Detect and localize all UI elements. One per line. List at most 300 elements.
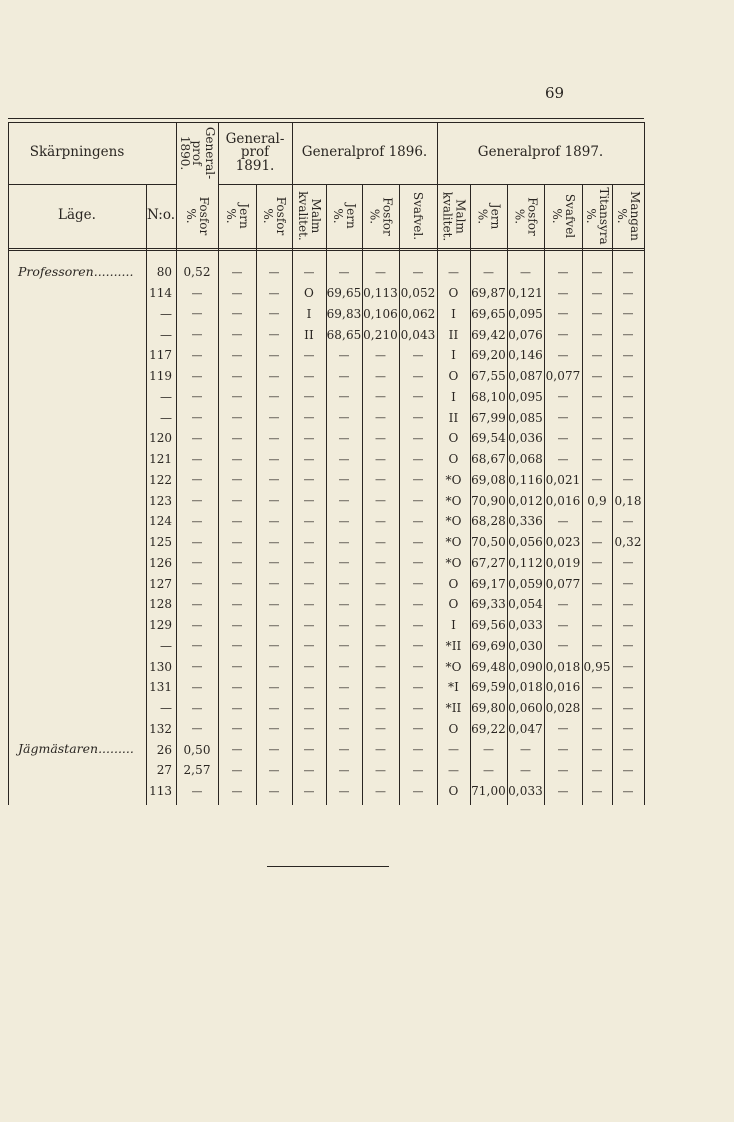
- table-cell: —: [591, 577, 603, 591]
- table-cell: —: [412, 411, 424, 425]
- row-number: 129: [149, 618, 172, 633]
- table-cell: —: [591, 701, 603, 715]
- table-cell: 0,054: [508, 597, 543, 612]
- table-cell: —: [557, 514, 569, 528]
- row-number: 26: [156, 742, 172, 757]
- table-cell: —: [268, 307, 280, 321]
- row-number: —: [160, 638, 172, 653]
- table-cell: —: [231, 577, 243, 591]
- table-cell: 0,060: [508, 701, 543, 716]
- table-cell: —: [557, 639, 569, 653]
- table-cell: 0,087: [508, 369, 543, 384]
- table-cell: —: [483, 743, 494, 757]
- table-cell: —: [591, 348, 603, 362]
- table-cell: —: [412, 639, 424, 653]
- table-cell: —: [338, 784, 350, 798]
- subheader-fosfor_1896: [362, 186, 399, 246]
- table-cell: —: [268, 514, 280, 528]
- table-cell: —: [591, 639, 603, 653]
- header-line: kvalitet.: [440, 191, 455, 241]
- table-cell: —: [338, 369, 350, 383]
- table-cell: —: [520, 265, 531, 279]
- table-cell: —: [375, 660, 386, 674]
- table-cell: —: [268, 431, 280, 445]
- place-name: Jägmästaren.........: [18, 741, 134, 757]
- table-cell: —: [303, 514, 315, 528]
- table-cell: —: [231, 494, 243, 508]
- header-line: 1890.: [177, 135, 192, 171]
- table-cell: —: [591, 411, 603, 425]
- table-cell: 0,052: [400, 286, 436, 301]
- lage-header: Läge.: [58, 207, 96, 224]
- table-cell: O: [448, 597, 459, 612]
- table-cell: —: [412, 577, 424, 591]
- table-cell: 69,22: [471, 721, 506, 736]
- table-cell: —: [231, 286, 243, 300]
- table-cell: 0,113: [363, 286, 398, 301]
- table-cell: —: [191, 660, 203, 674]
- table-cell: —: [338, 743, 350, 757]
- table-cell: —: [375, 411, 386, 425]
- table-cell: —: [268, 369, 280, 383]
- table-cell: —: [303, 639, 315, 653]
- table-cell: —: [557, 348, 569, 362]
- table-cell: —: [591, 369, 603, 383]
- table-cell: —: [412, 369, 424, 383]
- row-number: 125: [149, 535, 172, 550]
- table-cell: O: [448, 784, 459, 799]
- table-cell: —: [231, 452, 243, 466]
- table-cell: —: [591, 535, 603, 549]
- table-cell: *O: [445, 555, 462, 570]
- page-number: 69: [545, 84, 565, 102]
- table-cell: —: [591, 307, 603, 321]
- table-cell: —: [231, 328, 243, 342]
- table-cell: —: [338, 431, 350, 445]
- row-number: 117: [149, 348, 172, 363]
- table-cell: —: [191, 328, 203, 342]
- table-cell: 0,016: [545, 493, 581, 508]
- row-number: 123: [149, 493, 172, 508]
- table-cell: 69,08: [471, 472, 506, 487]
- table-cell: —: [191, 784, 203, 798]
- header-line: Malm: [308, 198, 323, 234]
- table-cell: —: [191, 452, 203, 466]
- table-cell: 0,090: [508, 659, 543, 674]
- table-cell: —: [375, 618, 386, 632]
- generalprof-1890-header: [176, 122, 218, 184]
- table-cell: —: [412, 680, 424, 694]
- header-line: %.: [584, 208, 598, 224]
- header-line: %.: [331, 208, 345, 224]
- table-cell: —: [557, 618, 569, 632]
- table-cell: —: [448, 763, 459, 777]
- row-number: 127: [149, 576, 172, 591]
- table-cell: —: [557, 328, 569, 342]
- table-cell: —: [303, 743, 315, 757]
- table-cell: —: [191, 369, 203, 383]
- subheader-malm_1896: [292, 186, 326, 246]
- row-number: —: [160, 306, 172, 321]
- header-line: Jern: [488, 203, 503, 229]
- table-cell: —: [268, 390, 280, 404]
- table-cell: —: [448, 743, 459, 757]
- subheader-fosfor_1897: [507, 186, 544, 246]
- header-line: General-: [225, 130, 285, 147]
- header-line: %.: [184, 208, 198, 224]
- table-cell: —: [268, 265, 280, 279]
- table-cell: 0,116: [508, 472, 543, 487]
- table-cell: 0,52: [183, 265, 211, 280]
- table-cell: —: [412, 473, 424, 487]
- table-cell: —: [591, 743, 603, 757]
- table-cell: —: [268, 618, 280, 632]
- table-cell: 70,90: [471, 493, 506, 508]
- table-cell: *O: [445, 472, 462, 487]
- table-cell: 69,59: [471, 680, 506, 695]
- row-number: —: [160, 410, 172, 425]
- table-cell: 0,043: [400, 327, 436, 342]
- table-cell: —: [557, 452, 569, 466]
- table-cell: —: [375, 639, 386, 653]
- table-cell: —: [303, 369, 315, 383]
- header-line: Svafvel: [562, 193, 577, 239]
- table-cell: —: [338, 494, 350, 508]
- table-cell: —: [191, 286, 203, 300]
- table-cell: —: [622, 473, 634, 487]
- table-cell: —: [520, 763, 531, 777]
- table-cell: —: [375, 348, 386, 362]
- table-cell: —: [622, 411, 634, 425]
- table-cell: I: [451, 306, 456, 321]
- table-cell: —: [191, 597, 203, 611]
- table-cell: 0,047: [508, 721, 543, 736]
- table-cell: 67,55: [471, 369, 506, 384]
- table-cell: 69,87: [471, 286, 506, 301]
- table-cell: —: [338, 660, 350, 674]
- table-cell: —: [191, 639, 203, 653]
- table-cell: —: [622, 431, 634, 445]
- table-cell: 67,99: [471, 410, 506, 425]
- table-cell: 0,018: [545, 659, 581, 674]
- column-rule: [644, 122, 645, 805]
- table-cell: —: [191, 535, 203, 549]
- table-cell: 0,106: [363, 306, 398, 321]
- header-line: %.: [615, 208, 629, 224]
- table-cell: —: [483, 265, 494, 279]
- table-cell: 69,33: [471, 597, 506, 612]
- table-cell: —: [303, 473, 315, 487]
- table-cell: —: [557, 431, 569, 445]
- table-cell: —: [231, 639, 243, 653]
- header-line: Jern: [343, 203, 358, 229]
- table-cell: 0,036: [508, 431, 543, 446]
- header-line: %.: [475, 208, 490, 224]
- table-cell: —: [412, 660, 424, 674]
- table-cell: —: [231, 556, 243, 570]
- table-cell: 0,9: [587, 493, 607, 508]
- table-cell: I: [306, 306, 312, 321]
- table-cell: —: [375, 452, 386, 466]
- table-cell: —: [622, 452, 634, 466]
- table-cell: —: [412, 722, 424, 736]
- table-cell: 68,65: [326, 327, 362, 342]
- table-cell: —: [191, 514, 203, 528]
- table-cell: —: [622, 618, 634, 632]
- table-cell: —: [191, 473, 203, 487]
- table-cell: —: [622, 743, 634, 757]
- table-cell: —: [375, 514, 386, 528]
- subheader-fosfor_1890: [176, 186, 218, 246]
- table-cell: I: [451, 618, 456, 633]
- table-cell: 0,076: [508, 327, 543, 342]
- table-cell: 0,077: [545, 576, 581, 591]
- table-cell: —: [231, 369, 243, 383]
- row-number: 80: [156, 265, 172, 280]
- table-cell: —: [338, 411, 350, 425]
- row-number: 132: [149, 721, 172, 736]
- table-cell: —: [191, 577, 203, 591]
- table-cell: 0,068: [508, 452, 543, 467]
- table-cell: 0,085: [508, 410, 543, 425]
- table-cell: 69,65: [471, 306, 506, 321]
- table-cell: —: [375, 597, 386, 611]
- table-cell: 0,012: [508, 493, 543, 508]
- row-number: 120: [149, 431, 172, 446]
- row-number: 128: [149, 597, 172, 612]
- table-cell: —: [268, 722, 280, 736]
- table-cell: —: [303, 411, 315, 425]
- table-cell: —: [338, 597, 350, 611]
- row-number: 126: [149, 555, 172, 570]
- table-cell: II: [304, 327, 314, 342]
- group-header-rule: [218, 184, 644, 185]
- table-cell: —: [231, 660, 243, 674]
- table-cell: 0,210: [363, 327, 398, 342]
- header-line: General-: [202, 126, 217, 180]
- table-cell: —: [483, 763, 494, 777]
- generalprof-1896-header: Generalprof 1896.: [301, 144, 428, 161]
- table-cell: —: [375, 369, 386, 383]
- subheader-jern_1891: [218, 186, 256, 246]
- table-cell: 0,059: [508, 576, 543, 591]
- table-cell: —: [231, 680, 243, 694]
- table-cell: —: [622, 369, 634, 383]
- table-cell: 68,67: [471, 452, 506, 467]
- table-cell: *I: [448, 680, 459, 695]
- table-cell: —: [338, 556, 350, 570]
- table-cell: —: [591, 784, 603, 798]
- table-cell: 0,121: [508, 286, 543, 301]
- table-cell: —: [591, 431, 603, 445]
- table-cell: —: [338, 390, 350, 404]
- table-cell: —: [591, 763, 603, 777]
- table-cell: —: [303, 535, 315, 549]
- table-cell: II: [448, 327, 459, 342]
- table-cell: —: [622, 307, 634, 321]
- subheader-jern_1896: [326, 186, 362, 246]
- subheader-svafvel_1896: [399, 186, 437, 246]
- table-cell: —: [303, 431, 315, 445]
- table-cell: *II: [445, 638, 462, 653]
- table-cell: 69,83: [326, 306, 362, 321]
- table-cell: —: [303, 680, 315, 694]
- table-cell: —: [231, 411, 243, 425]
- table-cell: *II: [445, 701, 462, 716]
- table-cell: II: [448, 410, 459, 425]
- table-cell: —: [591, 597, 603, 611]
- table-cell: I: [451, 348, 456, 363]
- table-cell: —: [412, 597, 424, 611]
- table-cell: —: [412, 743, 424, 757]
- table-cell: O: [304, 286, 314, 301]
- generalprof-1897-header: Generalprof 1897.: [477, 144, 604, 161]
- table-cell: —: [412, 452, 424, 466]
- skarpningens-header: Skärpningens: [29, 144, 125, 161]
- row-number: 122: [149, 472, 172, 487]
- table-cell: —: [231, 307, 243, 321]
- table-cell: —: [191, 701, 203, 715]
- table-cell: —: [268, 556, 280, 570]
- table-cell: 0,016: [545, 680, 581, 695]
- table-cell: —: [591, 722, 603, 736]
- table-cell: —: [591, 473, 603, 487]
- table-cell: —: [375, 722, 386, 736]
- footer-rule: [267, 866, 389, 867]
- table-cell: —: [591, 618, 603, 632]
- table-cell: —: [268, 411, 280, 425]
- table-cell: —: [412, 514, 424, 528]
- table-cell: —: [591, 390, 603, 404]
- table-cell: —: [268, 328, 280, 342]
- subheader-fosfor_1891: [256, 186, 292, 246]
- table-cell: 69,56: [471, 618, 506, 633]
- table-cell: —: [303, 348, 315, 362]
- table-cell: —: [268, 680, 280, 694]
- row-number: 27: [156, 763, 172, 778]
- table-cell: —: [338, 722, 350, 736]
- table-cell: —: [268, 452, 280, 466]
- table-cell: —: [338, 618, 350, 632]
- table-cell: 0,062: [400, 306, 436, 321]
- header-line: Mangan: [627, 191, 642, 241]
- table-cell: —: [412, 784, 424, 798]
- header-line: Fosfor: [525, 196, 540, 236]
- table-cell: —: [231, 763, 243, 777]
- table-cell: 2,57: [183, 763, 211, 778]
- table-cell: —: [191, 390, 203, 404]
- place-name: Professoren..........: [18, 264, 134, 280]
- table-cell: —: [303, 701, 315, 715]
- table-cell: 69,65: [326, 286, 362, 301]
- table-cell: —: [303, 597, 315, 611]
- table-cell: —: [557, 265, 569, 279]
- table-cell: —: [622, 722, 634, 736]
- table-cell: —: [303, 784, 315, 798]
- table-cell: —: [520, 743, 531, 757]
- table-cell: —: [231, 722, 243, 736]
- header-line: Fosfor: [380, 196, 395, 236]
- header-line: Jern: [236, 203, 251, 229]
- table-cell: —: [622, 286, 634, 300]
- table-cell: 69,80: [471, 701, 506, 716]
- table-cell: —: [557, 784, 569, 798]
- table-cell: *O: [445, 514, 462, 529]
- table-cell: —: [412, 763, 424, 777]
- table-cell: —: [557, 722, 569, 736]
- table-cell: —: [622, 763, 634, 777]
- table-cell: —: [338, 763, 350, 777]
- table-cell: 69,20: [471, 348, 506, 363]
- table-cell: —: [303, 660, 315, 674]
- table-cell: —: [622, 784, 634, 798]
- table-cell: 0,095: [508, 389, 543, 404]
- table-cell: —: [557, 411, 569, 425]
- table-cell: —: [557, 763, 569, 777]
- table-cell: —: [375, 473, 386, 487]
- table-cell: —: [338, 348, 350, 362]
- table-cell: O: [448, 286, 459, 301]
- table-cell: —: [338, 701, 350, 715]
- table-cell: —: [622, 680, 634, 694]
- table-cell: —: [591, 265, 603, 279]
- table-cell: —: [338, 452, 350, 466]
- row-number: —: [160, 701, 172, 716]
- table-cell: 0,056: [508, 535, 543, 550]
- table-cell: —: [375, 577, 386, 591]
- table-cell: O: [448, 369, 459, 384]
- header-line: Fosfor: [196, 196, 211, 236]
- table-cell: 0,021: [545, 472, 581, 487]
- table-cell: —: [591, 680, 603, 694]
- table-cell: 0,033: [508, 618, 543, 633]
- table-cell: —: [303, 556, 315, 570]
- table-cell: —: [268, 701, 280, 715]
- header-line: prof: [240, 144, 270, 161]
- table-cell: —: [191, 431, 203, 445]
- header-line: prof: [190, 140, 205, 166]
- table-cell: —: [375, 431, 386, 445]
- table-cell: —: [622, 577, 634, 591]
- table-cell: —: [268, 660, 280, 674]
- table-cell: —: [303, 618, 315, 632]
- table-cell: —: [557, 743, 569, 757]
- table-cell: —: [622, 701, 634, 715]
- header-line: %.: [261, 208, 275, 224]
- table-cell: —: [303, 763, 315, 777]
- table-cell: —: [268, 577, 280, 591]
- table-cell: —: [375, 494, 386, 508]
- table-cell: —: [268, 494, 280, 508]
- table-cell: 67,27: [471, 555, 506, 570]
- table-cell: —: [231, 784, 243, 798]
- table-cell: —: [303, 577, 315, 591]
- table-cell: —: [375, 701, 386, 715]
- table-cell: —: [338, 473, 350, 487]
- table-cell: —: [375, 535, 386, 549]
- table-cell: 0,028: [545, 701, 581, 716]
- table-cell: —: [303, 265, 315, 279]
- table-cell: 69,42: [471, 327, 506, 342]
- table-cell: —: [231, 597, 243, 611]
- header-line: 1891.: [235, 157, 275, 174]
- table-cell: —: [268, 348, 280, 362]
- header-line: kvalitet.: [296, 191, 310, 241]
- table-cell: 71,00: [471, 784, 506, 799]
- table-cell: —: [622, 514, 634, 528]
- table-cell: —: [412, 431, 424, 445]
- table-cell: —: [338, 514, 350, 528]
